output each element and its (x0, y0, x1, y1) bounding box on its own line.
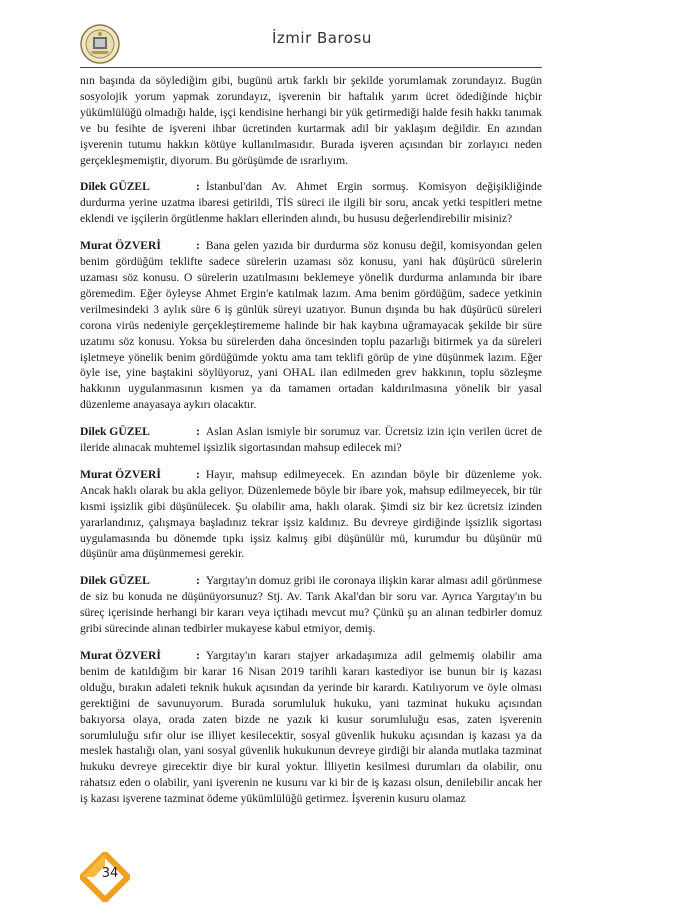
paragraph-text: Yargıtay'ın kararı stajyer arkadaşımıza adil gelmemiş olabilir ama benim de katıldığım bir karar 16 Nisan 2019 tarihli kararı kastediyor ise bunun bir iş kazası olduğu, bırakın adaleti teknik hukuk açısından da yerinde bir karardı. Katılıyorum ve öyle olması gerektiğini de savunuyorum. Burada sorumluluk hukuku, yani tazminat hukuku açısından bakıyorsa olaya, orada zaten bizde ne yazık ki kusur sorumluluğu esas, zaten işverenin sorumluluğu sıfır olur ise illiyet kesilecektir, sosyal güvenlik hukuku açısından iş kazası ya da meslek hastalığı olan, yani sosyal güvenlik hukukunun devreye girdiği bir alanda mutlaka tazminat hukuku devreye girecektir diye bir kural yoktur. İlliyetin kesilmesi durumları da olabilir, onu rahatsız eden o olabilir, yani işverenin ne kusuru var ki bir de iş kazası olsun, denilebilir ancak her iş kazası işverene tazminat ödeme yükümlülüğü getirmez. İşverenin kusuru olamaz (80, 649, 542, 806)
speaker-colon: : (196, 239, 200, 253)
paragraph (80, 573, 542, 637)
document-body (80, 73, 542, 818)
paragraph-text: Yargıtay'ın domuz gribi ile coronaya ilişkin karar alması adil görünmese de siz bu konuda ne düşünüyorsunuz? Stj. Av. Tarık Akal'dan bir soru var. Ayrıca Yargıtay'ın bu süreç içerisinde herhangi bir kararı veya içtihadı mevcut mu? Çünkü şu an alınan tedbirler domuz gribi sürecinde alınan tedbirler mukayese kabul etmiyor, demiş. (80, 574, 542, 636)
speaker-name: Dilek GÜZEL (80, 425, 150, 439)
speaker-name: Dilek GÜZEL (80, 180, 150, 194)
paragraph-text: İstanbul'dan Av. Ahmet Ergin sormuş. Komisyon değişikliğinde durdurma yerine uzatma ibaresi getirildi, TİS süreci ile ilgili bir soru, ancak yetki tespitleri metne eklendi ve işçilerin örgütlenme hakları ellerinden alındı, bu hususu değerlendirebilir misiniz? (80, 180, 542, 226)
speaker-colon: : (196, 180, 200, 194)
speaker-name: Dilek GÜZEL (80, 574, 150, 588)
paragraph-text: Aslan Aslan ismiyle bir sorumuz var. Ücretsiz izin için verilen ücret de ileride alınacak muhtemel işsizlik sigortasından mahsup edilecek mi? (80, 425, 542, 455)
header-title: İzmir Barosu (272, 29, 372, 47)
page-header (0, 0, 700, 70)
paragraph (80, 73, 542, 168)
paragraph-text: Bana gelen yazıda bir durdurma söz konusu değil, komisyondan gelen benim gördüğüm teklifte sadece sürelerin uzaması söz konusu, yani hak düşürücü sürelerin uzaması söz konusu. O sürelerin uzatılmasını beklemeye yönelik durdurma anlamında bir ibare göremedim. Eğer öyleyse Ahmet Ergin'e katılmak lazım. Ama benim gördüğüm, sadece yetkinin verilmesindeki 3 aylık süre 6 iş günlük süreyi uzatıyor. Bunun dışında bu hak düşürücü süreleri corona virüs nedeniyle gerçekleştirememe halinde bir hak kaybına uğramayacak şekilde bir süre uzatımı söz konusu. Yoksa bu sürelerden daha öncesinden toplu pazarlığı bitirmek ya da süreleri işletmeye yönelik benim gördüğümde yoktu ama tam teklifi görüp de yine düşünmek lazım. Eğer öyle ise, yine baştakini söylüyoruz, yani OHAL ilan edilmeden grev hakkının, toplu sözleşme hakkının uygulanmasının kısmen ya da tamamen ortadan kaldırılmasına yönelik bir yasal düzenleme anayasaya aykırı olacaktır. (80, 239, 542, 412)
speaker-colon: : (196, 574, 200, 588)
speaker-name: Murat ÖZVERİ (80, 649, 161, 662)
paragraph-text: Hayır, mahsup edilmeyecek. En azından böyle bir düzenleme yok. Ancak haklı olarak bu akla geliyor. Düzenlemede böyle bir ibare yok, mahsup edilmeyecek, bir tür kısmi işsizlik gibi düşünülecek. Şu olabilir ama, haklı olarak. Şimdi siz bir kez ücretsiz izinden yararlandınız, çalışmaya başladınız tekrar işsiz kaldınız. Bu devreye girdiğinde işsizlik sigortası uygulamasında bu dönemde tıpkı işsiz kalmış gibi düşünülür mü, kurumdur bu düşünür mü düşünür ama düşünmemesi gerekir. (80, 467, 542, 561)
speaker-colon: : (196, 425, 200, 439)
paragraph (80, 424, 542, 456)
header-divider (80, 67, 542, 68)
paragraph (80, 179, 542, 227)
speaker-colon: : (196, 649, 200, 662)
paragraph (80, 648, 542, 807)
speaker-name: Murat ÖZVERİ (80, 239, 161, 253)
page-number: 34 (101, 866, 119, 881)
speaker-name: Murat ÖZVERİ (80, 467, 161, 481)
speaker-colon: : (196, 467, 200, 481)
paragraph-text: nın başında da söylediğim gibi, bugünü artık farklı bir şekilde yorumlamak zorundayız. Bugün sosyolojik yorum yapmak zorundayız, işverenin bir haftalık yarım ücret ödediğinde hiçbir yükümlülüğü olmadığı halde, işçi kendisine herhangi bir yük getirmediği halde fesih hakkı tanımak ve bu fesihte de işvereni ihbar ücretinden kurtarmak adil bir yaklaşım değildir. En azından işverenin tutumu hakkın kötüye kullanılmasıdır. Burada işveren açısından bir zorlayıcı neden gerçekleşmemiştir, diyorum. Bu görüşümde de ısrarlıyım. (80, 74, 542, 167)
paragraph (80, 238, 542, 413)
bar-association-seal-icon (80, 24, 120, 64)
paragraph (80, 467, 542, 562)
